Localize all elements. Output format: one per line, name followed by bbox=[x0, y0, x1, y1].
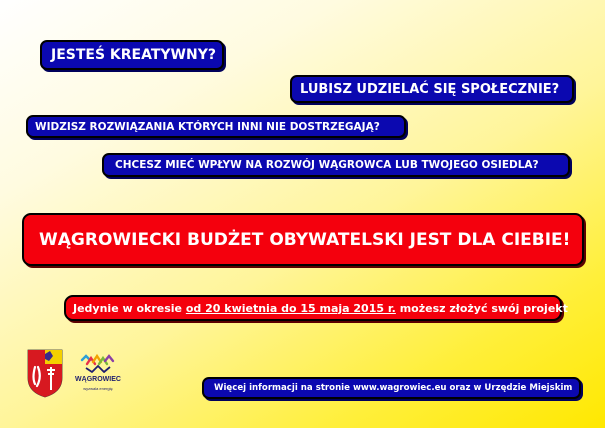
question-social: LUBISZ UDZIELAĆ SIĘ SPOŁECZNIE? bbox=[290, 75, 574, 103]
more-info-banner: Więcej informacji na stronie www.wagrowiec.eu oraz w Urzędzie Miejskim bbox=[202, 377, 581, 399]
question-creative: JESTEŚ KREATYWNY? bbox=[40, 40, 224, 70]
city-logo-tagline: wyzwala energię bbox=[83, 386, 113, 391]
wagrowiec-coat-of-arms-icon bbox=[26, 348, 64, 398]
submission-period-banner bbox=[64, 295, 568, 321]
city-logo-name: WĄGROWIEC bbox=[75, 376, 121, 383]
question-influence: CHCESZ MIEĆ WPŁYW NA ROZWÓJ WĄGROWCA LUB TWOJEGO OSIEDLA? bbox=[102, 153, 570, 177]
question-solutions: WIDZISZ ROZWIĄZANIA KTÓRYCH INNI NIE DOSTRZEGAJĄ? bbox=[26, 115, 406, 138]
headline-banner: WĄGROWIECKI BUDŻET OBYWATELSKI JEST DLA CIEBIE! bbox=[22, 213, 584, 266]
period-prefix: Jedynie w okresie bbox=[73, 301, 186, 315]
period-dates: od 20 kwietnia do 15 maja 2015 r. bbox=[185, 301, 396, 315]
period-suffix: możesz złożyć swój projekt bbox=[395, 301, 568, 315]
